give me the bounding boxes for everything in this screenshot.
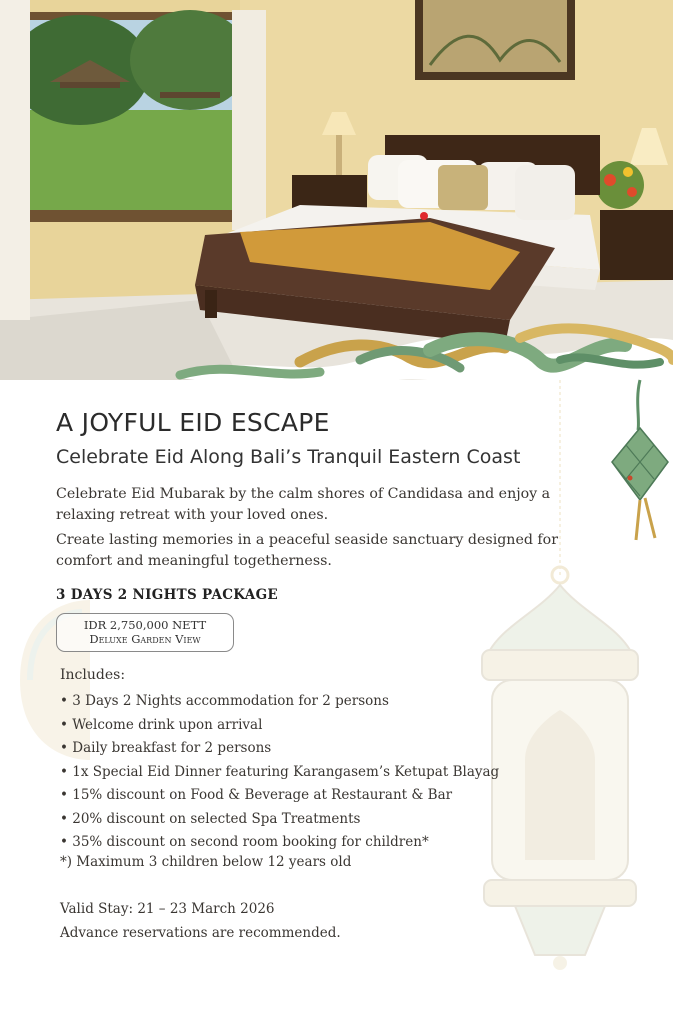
hero-room-photo <box>0 0 673 380</box>
list-item: • 35% discount on second room booking for children* <box>60 834 429 850</box>
list-item: • 20% discount on selected Spa Treatments <box>60 810 361 827</box>
ketupat-icon <box>612 380 668 540</box>
package-price: IDR 2,750,000 NETT <box>83 618 207 632</box>
list-item: • Welcome drink upon arrival <box>60 716 263 733</box>
intro-paragraph-2: Create lasting memories in a peaceful seaside sanctuary designed for comfort and meaningful togetherness. <box>56 532 559 569</box>
price-badge <box>56 613 234 652</box>
advance-reservation-note: Advance reservations are recommended. <box>60 925 341 941</box>
page-title: A JOYFUL EID ESCAPE <box>56 408 330 437</box>
page-subtitle: Celebrate Eid Along Bali’s Tranquil Eastern Coast <box>56 446 521 468</box>
intro-paragraph-1: Celebrate Eid Mubarak by the calm shores of Candidasa and enjoy a relaxing retreat with your loved ones. <box>56 486 551 523</box>
list-item: • 1x Special Eid Dinner featuring Karangasem’s Ketupat Blayag <box>60 763 500 780</box>
list-item: • 15% discount on Food & Beverage at Restaurant & Bar <box>60 787 453 803</box>
includes-label: Includes: <box>60 667 126 683</box>
room-type: Deluxe Garden View <box>89 632 201 646</box>
package-heading: 3 DAYS 2 NIGHTS PACKAGE <box>56 587 278 603</box>
valid-stay: Valid Stay: 21 – 23 March 2026 <box>60 901 275 917</box>
children-note: *) Maximum 3 children below 12 years old <box>60 854 352 870</box>
list-item: • Daily breakfast for 2 persons <box>60 740 272 756</box>
list-item: • 3 Days 2 Nights accommodation for 2 persons <box>60 693 389 709</box>
lantern-icon <box>482 380 638 970</box>
includes-list <box>60 690 499 855</box>
